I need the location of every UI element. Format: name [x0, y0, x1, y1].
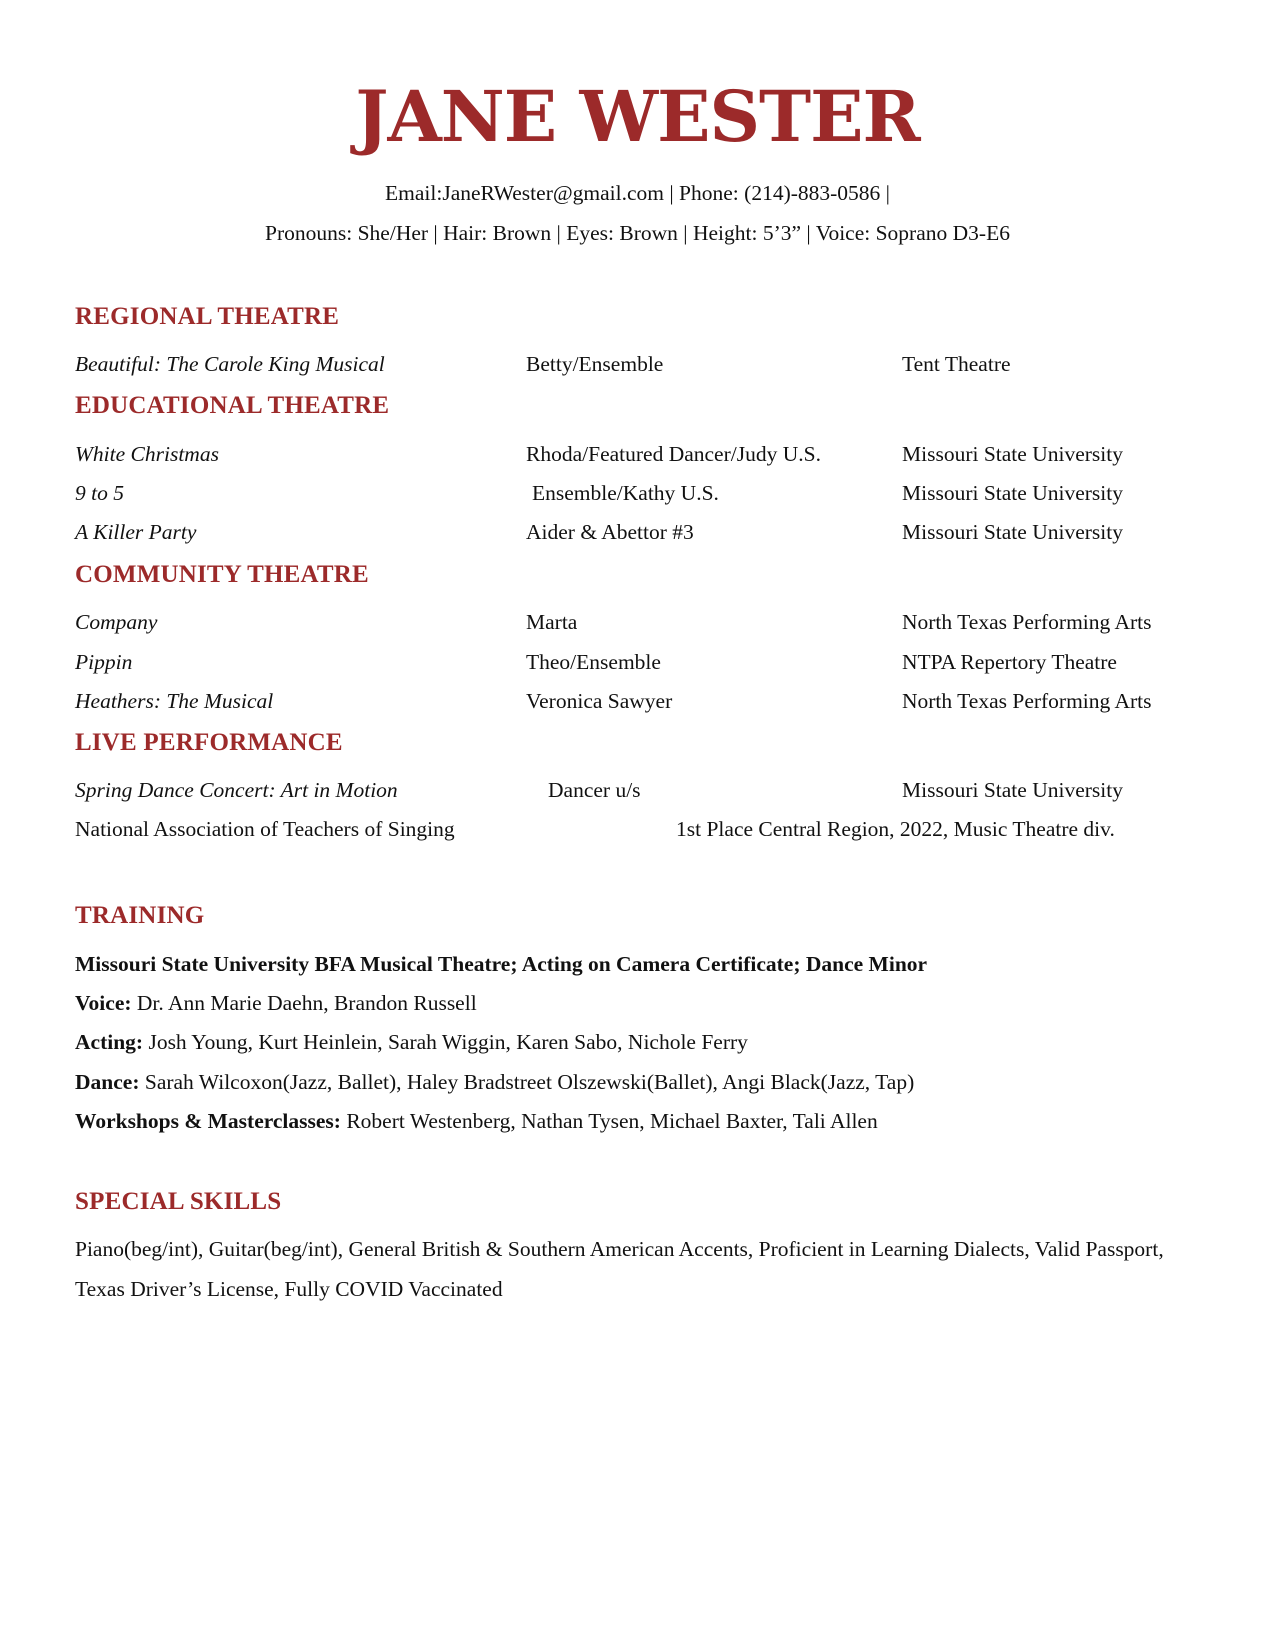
credit-row: [0, 776, 1275, 804]
company: Missouri State University: [902, 481, 1123, 505]
training-label: Workshops & Masterclasses:: [75, 1109, 341, 1133]
role: Marta: [526, 610, 578, 634]
training-workshops: [75, 1107, 878, 1135]
show-title: Heathers: The Musical: [75, 689, 274, 713]
section-heading-regional: REGIONAL THEATRE: [75, 303, 340, 330]
company: Missouri State University: [902, 520, 1123, 544]
section-heading-educational: EDUCATIONAL THEATRE: [75, 392, 390, 419]
training-teachers: Robert Westenberg, Nathan Tysen, Michael Baxter, Tali Allen: [340, 1109, 878, 1133]
section-heading-skills: SPECIAL SKILLS: [75, 1188, 282, 1215]
training-acting: [75, 1028, 748, 1056]
skills-text: Piano(beg/int), Guitar(beg/int), General British & Southern American Accents, Proficient in Learning Dialects, Valid Passport, Texas Driver’s License, Fully COVID Vaccinated: [75, 1237, 1164, 1301]
role: Betty/Ensemble: [526, 352, 664, 376]
credit-row: [0, 648, 1275, 676]
training-label: Dance:: [75, 1070, 140, 1094]
award: 1st Place Central Region, 2022, Music Theatre div.: [676, 817, 1115, 841]
role: Dancer u/s: [548, 778, 641, 802]
credit-row: [0, 479, 1275, 507]
training-voice: [75, 989, 477, 1017]
show-title: Pippin: [75, 650, 133, 674]
company: North Texas Performing Arts: [902, 689, 1152, 713]
contact-line: Email:JaneRWester@gmail.com | Phone: (214)-883-0586 |: [385, 181, 890, 205]
show-title: White Christmas: [75, 442, 219, 466]
show-title: Beautiful: The Carole King Musical: [75, 352, 385, 376]
credit-row: [0, 518, 1275, 546]
company: Tent Theatre: [902, 352, 1011, 376]
training-teachers: Dr. Ann Marie Daehn, Brandon Russell: [131, 991, 477, 1015]
credit-row: [0, 440, 1275, 468]
page-title: JANE WESTER: [355, 75, 920, 158]
training-teachers: Sarah Wilcoxon(Jazz, Ballet), Haley Bradstreet Olszewski(Ballet), Angi Black(Jazz, Tap): [139, 1070, 915, 1094]
credit-row: [0, 608, 1275, 636]
credit-row: [0, 687, 1275, 715]
section-heading-live: LIVE PERFORMANCE: [75, 729, 343, 756]
training-dance: [75, 1068, 914, 1096]
role: Aider & Abettor #3: [526, 520, 694, 544]
organization: National Association of Teachers of Singing: [75, 817, 455, 841]
company: NTPA Repertory Theatre: [902, 650, 1117, 674]
section-heading-community: COMMUNITY THEATRE: [75, 561, 369, 588]
show-title: Company: [75, 610, 158, 634]
training-teachers: Josh Young, Kurt Heinlein, Sarah Wiggin, Karen Sabo, Nichole Ferry: [143, 1030, 748, 1054]
personal-details-line: Pronouns: She/Her | Hair: Brown | Eyes: Brown | Height: 5’3” | Voice: Soprano D3-E6: [265, 221, 1010, 245]
credit-row: [0, 350, 1275, 378]
show-title: Spring Dance Concert: Art in Motion: [75, 778, 398, 802]
training-label: Acting:: [75, 1030, 144, 1054]
training-label: Voice:: [75, 991, 132, 1015]
award-row: [0, 815, 1275, 843]
company: Missouri State University: [902, 778, 1123, 802]
company: North Texas Performing Arts: [902, 610, 1152, 634]
role: Ensemble/Kathy U.S.: [532, 481, 719, 505]
role: Veronica Sawyer: [526, 689, 673, 713]
show-title: A Killer Party: [75, 520, 197, 544]
role: Theo/Ensemble: [526, 650, 661, 674]
show-title: 9 to 5: [75, 481, 124, 505]
role: Rhoda/Featured Dancer/Judy U.S.: [526, 442, 821, 466]
company: Missouri State University: [902, 442, 1123, 466]
training-degree: Missouri State University BFA Musical Theatre; Acting on Camera Certificate; Dance Minor: [75, 952, 928, 976]
section-heading-training: TRAINING: [75, 902, 205, 929]
